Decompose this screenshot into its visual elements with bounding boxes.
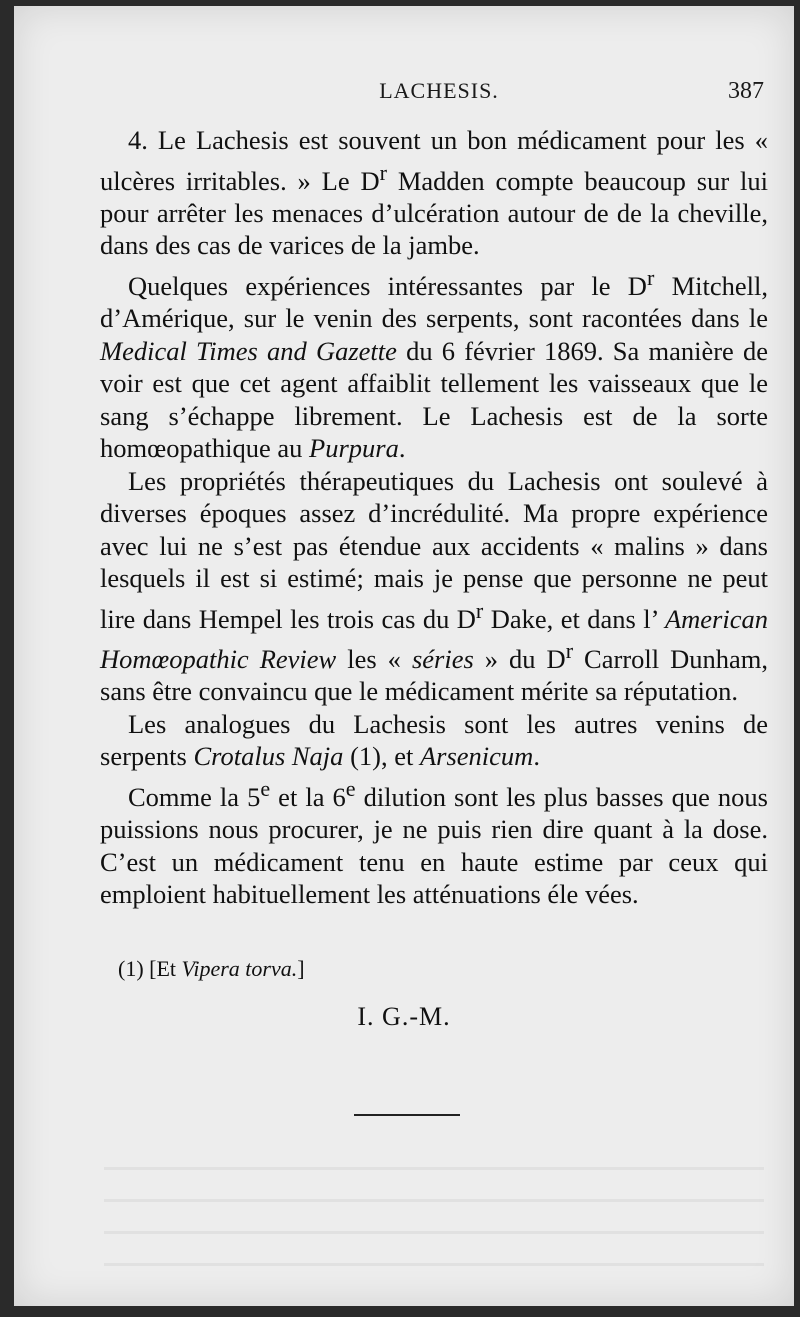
paragraph-5-sup-1: e (260, 775, 271, 801)
footnote-text-b: ] (297, 956, 305, 981)
paragraph-5-text-a: Comme la 5 (128, 781, 261, 812)
paragraph-2-italic-1: Medical Times and Gazette (100, 335, 397, 366)
paragraph-3-text-a: Les propriétés thérapeutiques du Lachesis ont soulevé à diverses époques assez d’incrédulité. Ma propre expérience avec lui ne s’est pas étendue aux accidents « malins » dans lesquels il est si estimé; mais je pense que personne ne peut lire dans Hempel les trois cas du D (100, 465, 768, 634)
page-number: 387 (728, 78, 764, 104)
paragraph-4-text-a: Les analogues du Lachesis sont les autres venins de serpents (100, 708, 768, 772)
paragraph-3-text-d: » du D (473, 643, 566, 674)
paragraph-3 (100, 465, 768, 708)
paragraph-5-sup-2: e (345, 775, 356, 801)
paragraph-2-text-a: Quelques expériences intéressantes par le D (128, 270, 647, 301)
paragraph-4-italic-2: Arsenicum (419, 741, 534, 772)
paragraph-1 (100, 124, 768, 262)
paragraph-5 (100, 773, 768, 911)
paragraph-4-italic-1: Crotalus Naja (193, 741, 344, 772)
paragraph-3-text-b: Dake, et dans l’ (483, 603, 665, 634)
paragraph-2-sup: r (646, 264, 655, 290)
paragraph-3-sup-2: r (565, 637, 574, 663)
paragraph-4-text-b: (1), et (343, 741, 420, 772)
paragraph-5-text-c: dilution sont les plus basses que nous puissions nous procurer, je ne puis rien dire quant à la dose. C’est un médicament tenu en haute estime par ceux qui emploient habituellement les atténuations éle vées. (100, 781, 768, 910)
paragraph-5-text-b: et la 6 (270, 781, 346, 812)
footnote (118, 956, 305, 982)
footnote-italic: Vipera torva. (181, 956, 298, 981)
body-text (100, 124, 768, 911)
show-through-texture (104, 1146, 764, 1266)
paragraph-3-text-e: Carroll Dunham, sans être convaincu que le médicament mérite sa réputation. (100, 643, 769, 707)
running-title: LACHESIS. (379, 78, 499, 103)
paragraph-4-text-c: . (533, 741, 540, 772)
paragraph-2-text-b: Mitchell, d’Amérique, sur le venin des serpents, sont racontées dans le (100, 270, 768, 334)
paragraph-1-text-b: Madden compte beaucoup sur lui pour arrêter les menaces d’ulcération autour de de la cheville, dans des cas de varices de la jambe. (100, 165, 769, 261)
paragraph-4 (100, 708, 768, 773)
section-divider (354, 1114, 460, 1116)
paragraph-2 (100, 262, 768, 465)
paragraph-3-italic-2: séries (411, 643, 474, 674)
book-page (14, 6, 794, 1306)
page-header (114, 78, 764, 118)
paragraph-3-text-c: les « (336, 643, 412, 674)
paragraph-2-text-c: du 6 février 1869. Sa manière de voir est que cet agent affaiblit tellement les vaisseaux que le sang s’échappe librement. Le Lachesis est de la sorte homœopathique au (100, 335, 769, 464)
signature: I. G.-M. (357, 1002, 451, 1031)
paragraph-1-sup: r (379, 159, 387, 185)
paragraph-2-italic-2: Purpura (309, 433, 399, 464)
footnote-text-a: (1) [Et (118, 956, 182, 981)
paragraph-3-sup-1: r (475, 597, 484, 623)
paragraph-3-italic-1: American Homœopathic Review (100, 603, 768, 674)
paragraph-2-text-d: . (398, 433, 406, 464)
paragraph-1-text-a: 4. Le Lachesis est souvent un bon médicament pour les « ulcères irritables. » Le D (100, 125, 768, 196)
